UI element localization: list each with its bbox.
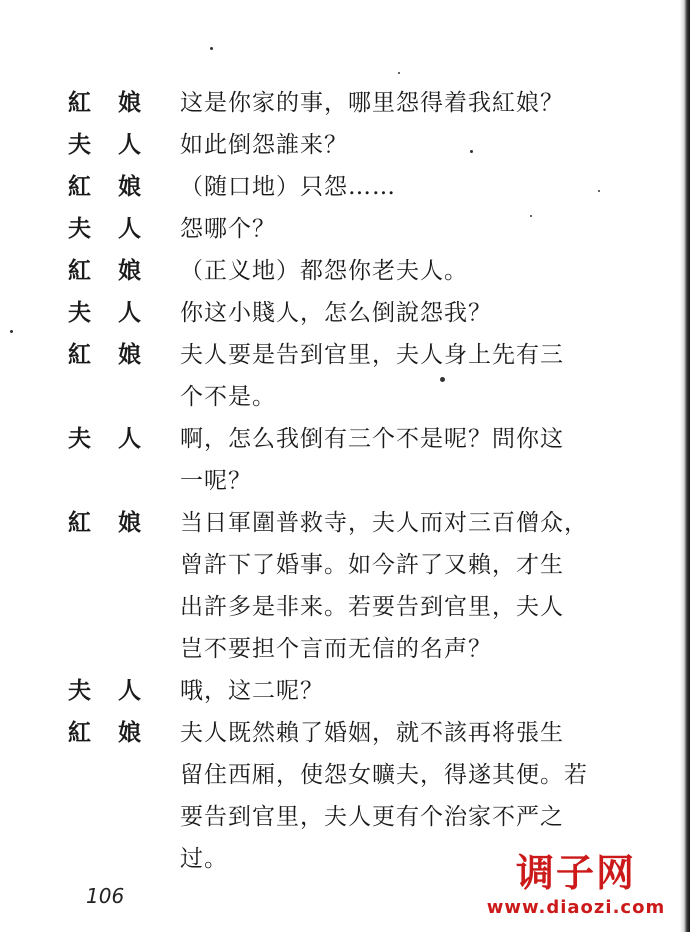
speech-text: 留住西厢，使怨女曠夫，得遂其便。若 xyxy=(180,762,588,788)
print-speck xyxy=(598,190,600,192)
speech-text: 岂不要担个言而无信的名声？ xyxy=(180,636,492,662)
speech-text: 你这小賤人，怎么倒說怨我？ xyxy=(180,300,492,326)
dialogue-line xyxy=(68,82,648,124)
dialogue-line xyxy=(68,712,648,754)
speech-text: 啊，怎么我倒有三个不是呢？問你这 xyxy=(180,426,564,452)
speaker-char: 紅 xyxy=(68,341,91,368)
print-speck xyxy=(470,150,473,153)
speech-text: 过。 xyxy=(180,846,228,872)
dialogue-continuation-line xyxy=(68,628,648,670)
watermark-title: 调子网 xyxy=(515,851,636,895)
speaker-char: 娘 xyxy=(118,257,141,284)
speaker-char: 娘 xyxy=(118,719,141,746)
dialogue-continuation-line xyxy=(68,586,648,628)
speech-text: 怨哪个？ xyxy=(180,216,276,242)
speech-text: 夫人既然賴了婚姻，就不該再将張生 xyxy=(180,720,564,746)
print-speck xyxy=(530,215,532,217)
speaker-char: 娘 xyxy=(118,509,141,536)
dialogue-line xyxy=(68,208,648,250)
speaker-char: 人 xyxy=(118,299,141,326)
speaker-char: 娘 xyxy=(118,173,141,200)
dialogue-line xyxy=(68,670,648,712)
print-speck xyxy=(398,72,400,74)
speaker-char: 夫 xyxy=(68,425,91,452)
speaker-char: 人 xyxy=(118,677,141,704)
speaker-char: 紅 xyxy=(68,719,91,746)
dialogue-line xyxy=(68,166,648,208)
print-speck xyxy=(440,377,445,382)
dialogue-block xyxy=(68,82,648,880)
dialogue-line xyxy=(68,250,648,292)
speaker-char: 人 xyxy=(118,425,141,452)
speech-text: 一呢？ xyxy=(180,468,252,494)
print-speck xyxy=(10,330,13,333)
speaker-char: 人 xyxy=(118,131,141,158)
speaker-char: 夫 xyxy=(68,299,91,326)
speaker-char: 紅 xyxy=(68,257,91,284)
speech-text: 夫人要是告到官里，夫人身上先有三 xyxy=(180,342,564,368)
speech-text: 要告到官里，夫人更有个治家不严之 xyxy=(180,804,564,830)
watermark-url: www.diaozi.com xyxy=(486,897,666,918)
speaker-char: 紅 xyxy=(68,173,91,200)
dialogue-continuation-line xyxy=(68,460,648,502)
dialogue-line xyxy=(68,502,648,544)
dialogue-continuation-line xyxy=(68,376,648,418)
speech-text: 当日軍圍普救寺，夫人而对三百僧众， xyxy=(180,510,588,536)
speaker-char: 人 xyxy=(118,215,141,242)
speech-text: 出許多是非来。若要告到官里，夫人 xyxy=(180,594,564,620)
dialogue-line xyxy=(68,292,648,334)
dialogue-line xyxy=(68,124,648,166)
dialogue-line xyxy=(68,418,648,460)
speaker-char: 夫 xyxy=(68,131,91,158)
speech-text: 这是你家的事，哪里怨得着我紅娘？ xyxy=(180,90,564,116)
speaker-char: 紅 xyxy=(68,89,91,116)
dialogue-continuation-line xyxy=(68,796,648,838)
speech-text: （随口地）只怨…… xyxy=(180,174,396,200)
speaker-char: 娘 xyxy=(118,89,141,116)
page-number: 106 xyxy=(86,884,125,908)
speech-text: 如此倒怨誰来？ xyxy=(180,132,348,158)
speech-text: 哦，这二呢？ xyxy=(180,678,324,704)
speech-text: （正义地）都怨你老夫人。 xyxy=(180,258,468,284)
speech-text: 个不是。 xyxy=(180,384,276,410)
speaker-char: 娘 xyxy=(118,341,141,368)
dialogue-continuation-line xyxy=(68,754,648,796)
speaker-char: 夫 xyxy=(68,215,91,242)
speech-text: 曾許下了婚事。如今許了又賴，才生 xyxy=(180,552,564,578)
speaker-char: 夫 xyxy=(68,677,91,704)
page-edge-shadow xyxy=(680,0,690,932)
dialogue-continuation-line xyxy=(68,544,648,586)
dialogue-line xyxy=(68,334,648,376)
speaker-char: 紅 xyxy=(68,509,91,536)
watermark xyxy=(476,851,676,918)
print-speck xyxy=(210,47,213,50)
